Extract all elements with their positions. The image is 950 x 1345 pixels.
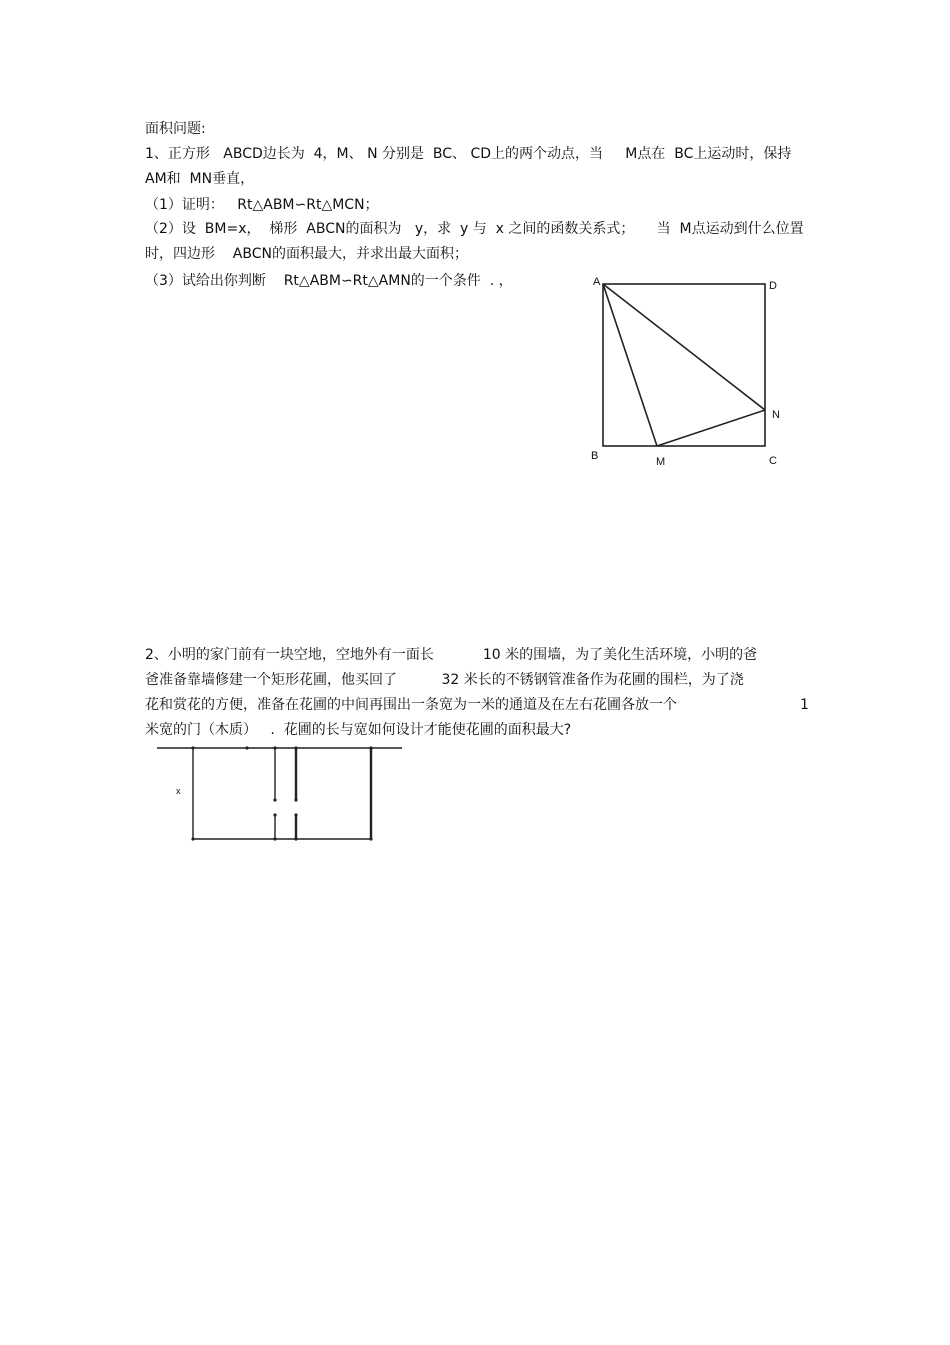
- problem1-part1: （1）证明： Rt△ABM∽Rt△MCN；: [145, 197, 379, 213]
- post-dot: [273, 798, 276, 801]
- label-b: B: [591, 450, 599, 462]
- garden-figure: [155, 740, 410, 850]
- post-dot: [191, 746, 194, 749]
- problem2-line1: 2、小明的家门前有一块空地，空地外有一面长 10 米的围墙，为了美化生活环境，小明的爸: [145, 647, 758, 663]
- post-dot: [294, 813, 297, 816]
- post-dot: [273, 746, 276, 749]
- post-dot: [273, 813, 276, 816]
- problem1-part2-line1: （2）设 BM=x， 梯形 ABCN的面积为 y，求 y 与 x 之间的函数关系式； 当 M点运动到什么位置: [145, 221, 804, 237]
- post-dot: [294, 837, 297, 840]
- post-dot: [369, 746, 372, 749]
- label-d: D: [769, 280, 777, 292]
- label-x: x: [176, 786, 181, 796]
- problem2-line4: 米宽的门（木质） . 花圃的长与宽如何设计才能使花圃的面积最大?: [145, 722, 572, 738]
- post-dot: [369, 837, 372, 840]
- problem1-part2-line2: 时，四边形 ABCN的面积最大，并求出最大面积；: [145, 246, 468, 262]
- problem1-line1: 1、正方形 ABCD边长为 4，M、 N 分别是 BC、 CD上的两个动点，当 M点在 BC上运动时，保持: [145, 146, 792, 162]
- problem1-line2: AM和 MN垂直，: [145, 171, 255, 187]
- label-c: C: [769, 455, 777, 467]
- post-dot: [294, 746, 297, 749]
- problem2-line2: 爸准备靠墙修建一个矩形花圃，他买回了 32 米长的不锈钢管准备作为花圃的围栏，为了浇: [145, 672, 744, 688]
- segment-mn: [657, 410, 765, 446]
- segment-an: [603, 284, 765, 410]
- post-dot: [273, 837, 276, 840]
- problem2-line3: 花和赏花的方便，准备在花圃的中间再围出一条宽为一米的通道及在左右花圃各放一个: [145, 697, 677, 713]
- label-m: M: [656, 456, 666, 468]
- square-abcd: [603, 284, 765, 446]
- label-n: N: [772, 409, 780, 421]
- section-title: 面积问题:: [145, 121, 206, 137]
- post-dot: [294, 798, 297, 801]
- post-dot: [191, 837, 194, 840]
- square-figure: [585, 270, 785, 470]
- problem2-line3-tail: 1: [800, 697, 809, 713]
- problem1-part3: （3）试给出你判断 Rt△ABM∽Rt△AMN的一个条件 . ，: [145, 273, 513, 289]
- segment-am: [603, 284, 657, 446]
- post-dot: [245, 746, 248, 749]
- label-a: A: [593, 276, 601, 288]
